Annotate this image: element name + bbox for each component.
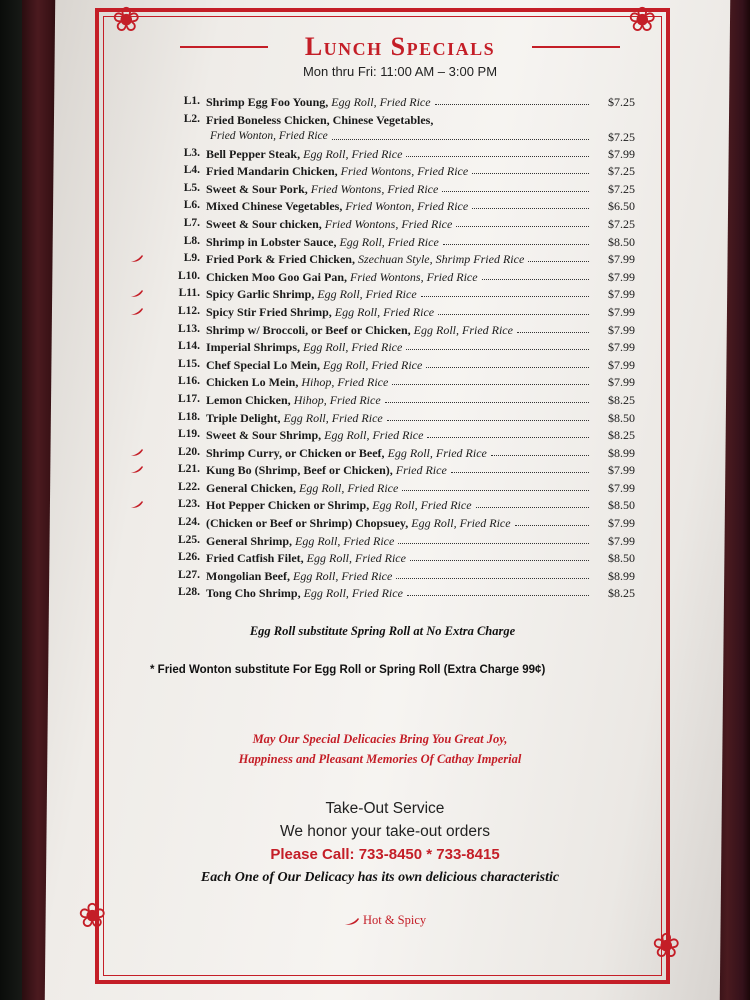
dot-leader [407,595,589,596]
item-name [206,270,478,285]
chili-pepper-icon [130,307,144,315]
item-sides-line: Fried Wonton, Fried Rice [210,129,328,142]
dot-leader [472,208,589,209]
item-sides: Egg Roll, Fried Rice [387,445,487,460]
spring-roll-note: Egg Roll substitute Spring Roll at No Extra Charge [249,624,516,638]
item-name-text: Sweet & Sour Shrimp, [206,428,322,443]
item-price: $7.99 [608,375,635,390]
dot-leader [387,420,589,421]
item-code: L5. [183,181,200,194]
item-name [206,446,487,461]
item-sides: Egg Roll, Fried Rice [283,410,383,425]
item-name [206,199,468,214]
title-rule-right [532,46,620,48]
menu-item [130,533,635,551]
item-code: L25. [177,533,200,546]
item-sides: Hihop, Fried Rice [293,392,381,407]
menu-item [130,94,635,112]
item-sides: Egg Roll, Fried Rice [339,234,439,249]
dot-leader [456,226,589,227]
opening-hours: Mon thru Fri: 11:00 AM – 3:00 PM [302,64,498,79]
menu-item [130,322,635,340]
item-name [206,95,431,110]
item-name [206,305,434,320]
item-code: L24. [177,516,200,529]
item-price: $8.25 [608,428,635,443]
dot-leader [402,490,589,491]
item-name-text: Shrimp in Lobster Sauce, [206,234,337,249]
item-sides: Szechuan Style, Shrimp Fried Rice [357,252,525,267]
menu-item [130,112,635,146]
item-name [206,287,417,302]
spicy-legend [150,913,620,928]
item-code: L1. [183,95,200,107]
item-price: $7.99 [608,252,635,267]
page-title: Lunch Specials [304,32,496,61]
item-name-text: Spicy Garlic Shrimp, [206,287,315,302]
item-name-text: General Shrimp, [206,533,292,548]
dot-leader [406,349,589,350]
item-code: L3. [183,146,200,159]
item-price: $8.50 [608,410,635,425]
item-sides: Hihop, Fried Rice [301,375,389,390]
item-code: L11. [178,287,200,300]
item-code: L21. [177,463,200,476]
dot-leader [442,191,589,192]
menu-item [130,374,635,392]
item-code: L9. [183,252,200,265]
dot-leader [443,244,589,245]
item-name [206,164,468,179]
menu-item [130,216,635,234]
dot-leader [491,455,589,456]
item-price: $7.99 [608,304,635,319]
item-code: L22. [177,480,200,493]
title-block [180,32,620,66]
item-code: L12. [177,304,200,317]
item-price: $8.25 [608,392,635,407]
phone-numbers: Please Call: 733-8450 * 733-8415 [270,846,500,863]
corner-ornament-icon: ❀ [652,928,681,965]
item-name-text: Lemon Chicken, [206,392,291,407]
item-sides: Fried Wontons, Fried Rice [310,181,439,196]
item-sides: Fried Wontons, Fried Rice [350,269,478,284]
item-name-text: Chicken Lo Mein, [206,375,299,390]
takeout-honor: We honor your take-out orders [280,823,490,840]
item-sides: Fried Rice [395,463,447,478]
item-sides: Egg Roll, Fried Rice [293,568,393,583]
item-name-text: (Chicken or Beef or Shrimp) Chopsuey, [206,516,409,531]
menu-item [130,339,635,357]
menu-item [130,286,635,304]
item-price: $8.99 [608,568,635,583]
menu-item [130,515,635,533]
menu-item [130,269,635,287]
item-name [206,481,398,496]
item-code: L15. [177,357,200,370]
dot-leader [385,402,589,403]
item-name-text: Hot Pepper Chicken or Shrimp, [206,498,370,513]
item-price: $7.99 [608,480,635,495]
dot-leader [426,367,589,368]
menu-item [130,146,635,164]
item-price: $7.99 [608,287,635,302]
dot-leader [421,296,589,297]
menu-item [130,234,635,252]
chili-pepper-icon [130,500,144,508]
item-price: $6.50 [608,199,635,214]
takeout-title: Take-Out Service [325,800,445,817]
item-name [206,428,423,443]
corner-ornament-icon: ❀ [628,2,657,39]
item-code: L6. [183,199,200,212]
chili-pepper-icon [130,448,144,456]
item-sides: Egg Roll, Fried Rice [303,340,403,355]
item-name-text: Mongolian Beef, [206,568,290,583]
item-sides: Egg Roll, Fried Rice [334,304,435,319]
item-code: L7. [183,216,200,229]
item-sides: Fried Wonton, Fried Rice [345,199,469,214]
item-name-text: Chicken Moo Goo Gai Pan, [206,269,348,284]
dot-leader [476,507,589,508]
item-price: $7.99 [608,340,635,355]
menu-item [130,550,635,568]
item-name-text: Imperial Shrimps, [206,340,301,355]
item-sides: Egg Roll, Fried Rice [317,287,417,302]
item-code: L18. [177,410,200,423]
item-code: L20. [177,445,200,458]
item-price: $7.25 [608,95,635,109]
item-sides: Fried Wontons, Fried Rice [340,164,469,179]
item-name [206,498,472,513]
corner-ornament-icon: ❀ [78,898,107,935]
item-name-text: Triple Delight, [206,410,281,425]
menu-item [130,181,635,199]
menu-item [130,480,635,498]
menu-item [130,445,635,463]
item-code: L16. [177,375,200,388]
item-code: L23. [177,498,200,511]
item-name-text: Fried Pork & Fried Chicken, [206,252,355,267]
item-code: L26. [177,551,200,564]
item-name [206,113,433,128]
item-name [206,463,447,478]
item-name-text: Fried Boneless Chicken, Chinese Vegetables, [206,112,434,127]
item-price: $7.25 [608,181,635,196]
item-sides: Egg Roll, Fried Rice [303,586,403,601]
item-code: L13. [177,322,200,335]
item-name-text: General Chicken, [206,480,296,495]
dot-leader [472,173,589,174]
menu-item [130,585,635,603]
menu-item [130,462,635,480]
item-price: $7.99 [608,463,635,478]
item-sides: Egg Roll, Fried Rice [372,498,472,513]
item-name-text: Fried Mandarin Chicken, [206,164,338,179]
wonton-note: * Fried Wonton substitute For Egg Roll or Spring Roll (Extra Charge 99¢) [150,664,546,676]
item-sides: Egg Roll, Fried Rice [413,322,513,337]
menu-item [130,198,635,216]
dot-leader [528,261,589,262]
item-name [206,375,388,390]
item-price: $8.25 [608,586,635,601]
item-name-text: Sweet & Sour chicken, [206,216,322,231]
legend-label: Hot & Spicy [362,913,427,927]
item-name [206,147,402,162]
item-sides: Egg Roll, Fried Rice [295,533,395,548]
item-code: L19. [177,428,200,441]
menu-item [130,427,635,445]
item-code: L8. [183,234,200,247]
item-name-text: Sweet & Sour Pork, [206,181,308,196]
menu-item-list [130,94,635,603]
chili-pepper-icon [344,916,360,926]
item-price: $8.50 [608,234,635,249]
item-name-text: Shrimp Egg Foo Young, [206,95,329,109]
chili-pepper-icon [130,289,144,297]
dot-leader [406,156,589,157]
item-price: $7.99 [608,533,635,548]
item-name-text: Chef Special Lo Mein, [206,357,320,372]
item-name [206,252,524,267]
dot-leader [482,279,589,280]
menu-item [130,568,635,586]
item-price: $7.99 [608,322,635,337]
item-name [206,235,439,250]
dot-leader [396,578,589,579]
menu-item [130,357,635,375]
item-name [206,411,383,426]
greeting-line-2: Happiness and Pleasant Memories Of Cathay Imperial [238,752,522,766]
item-code: L4. [183,164,200,177]
item-name-text: Bell Pepper Steak, [206,146,301,161]
item-name-text: Tong Cho Shrimp, [206,586,301,601]
dot-leader [438,314,589,315]
dot-leader [435,104,589,105]
item-name [206,569,392,584]
dot-leader [332,139,589,140]
chili-pepper-icon [130,254,144,262]
item-price: $7.99 [608,269,635,284]
item-price: $8.99 [608,445,635,460]
dot-leader [517,332,589,333]
item-price: $7.99 [608,516,635,531]
item-code: L2. [183,112,200,125]
dot-leader [515,525,589,526]
item-code: L14. [177,340,200,353]
menu-item [130,304,635,322]
item-sides: Fried Wontons, Fried Rice [324,216,453,231]
menu-item [130,163,635,181]
item-sides: Egg Roll, Fried Rice [303,146,403,161]
item-price: $7.25 [608,216,635,231]
item-sides: Egg Roll, Fried Rice [411,516,511,531]
menu-item [130,392,635,410]
dot-leader [398,543,589,544]
item-sides: Egg Roll, Fried Rice [324,428,424,443]
item-name [206,534,394,549]
menu-item [130,410,635,428]
item-name [206,323,513,338]
item-sides: Egg Roll, Fried Rice [299,480,399,495]
item-name [206,217,452,232]
item-code: L17. [177,392,200,405]
item-price: $8.50 [608,551,635,566]
item-name-text: Kung Bo (Shrimp, Beef or Chicken), [206,463,393,478]
item-code: L28. [177,586,200,599]
dot-leader [451,472,589,473]
item-name-text: Mixed Chinese Vegetables, [206,199,343,214]
chili-pepper-icon [130,465,144,473]
item-name-text: Shrimp Curry, or Chicken or Beef, [206,445,385,460]
item-code: L10. [177,269,200,282]
item-price: $8.50 [608,498,635,513]
item-name [206,551,406,566]
item-name [206,182,438,197]
item-name-text: Spicy Stir Fried Shrimp, [206,304,332,319]
item-name-text: Fried Catfish Filet, [206,551,304,566]
item-sides: Egg Roll, Fried Rice [323,357,423,372]
dot-leader [392,384,589,385]
item-name [206,393,381,408]
item-price: $7.25 [608,164,635,179]
corner-ornament-icon: ❀ [112,2,141,39]
menu-item [130,497,635,515]
item-price: $7.99 [608,357,635,372]
item-name [206,516,511,531]
item-code: L27. [177,568,200,581]
dot-leader [427,437,589,438]
item-sides: Egg Roll, Fried Rice [331,95,431,109]
item-name [206,358,422,373]
item-price: $7.99 [608,146,635,161]
greeting-line-1: May Our Special Delicacies Bring You Great Joy, [252,732,508,746]
item-price: $7.25 [608,129,635,144]
item-name [206,586,403,601]
dot-leader [410,560,589,561]
item-name [206,340,402,355]
item-name-text: Shrimp w/ Broccoli, or Beef or Chicken, [206,322,411,337]
item-sides: Egg Roll, Fried Rice [306,551,406,566]
tagline: Each One of Our Delicacy has its own delicious characteristic [200,870,560,885]
menu-item [130,251,635,269]
